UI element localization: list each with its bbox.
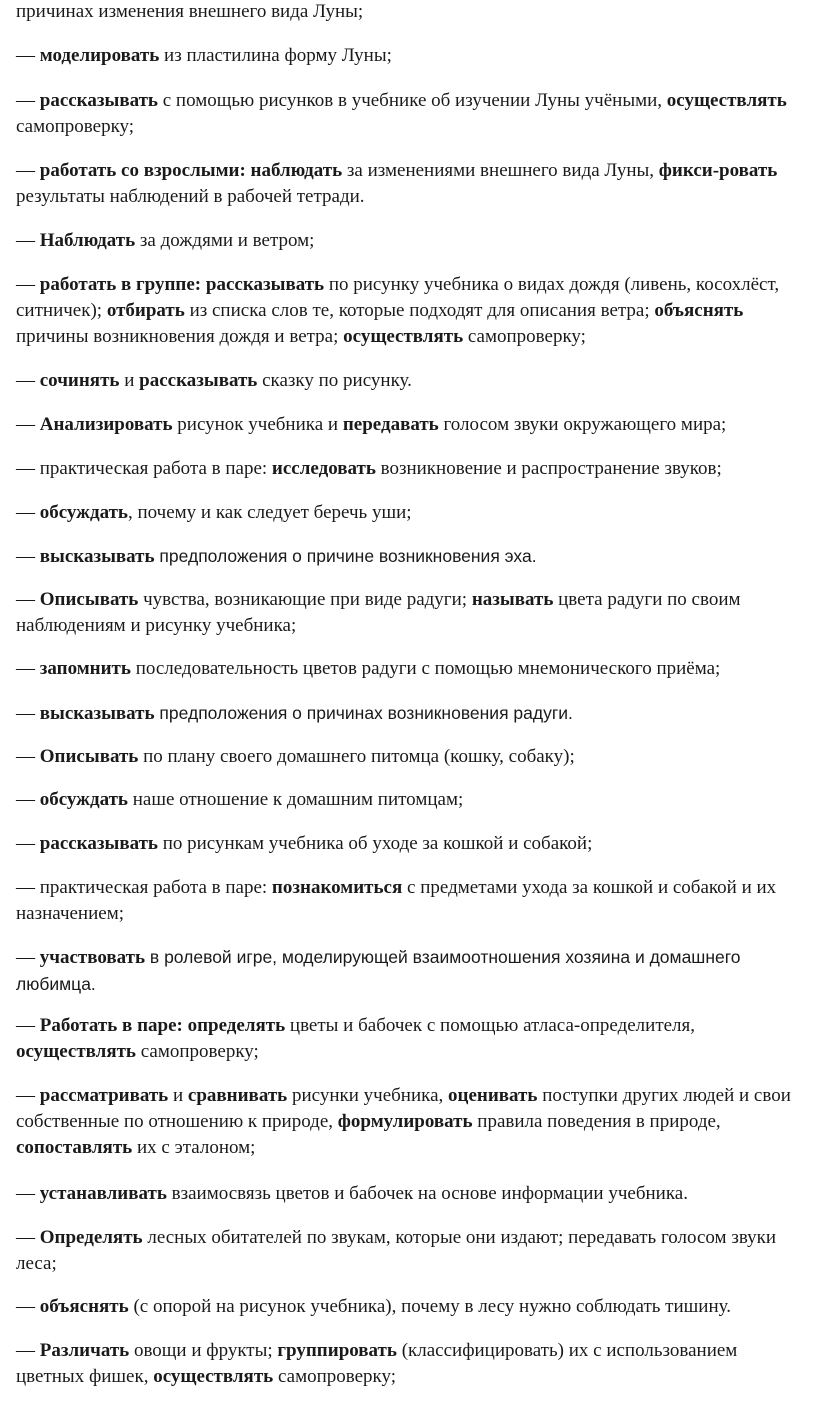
text-run: — bbox=[16, 1183, 40, 1204]
text-run: — bbox=[16, 45, 40, 66]
paragraph bbox=[0, 587, 816, 639]
bold-verb: называть bbox=[471, 589, 554, 610]
bold-verb: рассказывать bbox=[139, 370, 258, 391]
text-run: из списка слов те, которые подходят для описания ветра; bbox=[184, 300, 655, 321]
paragraph bbox=[0, 456, 816, 482]
bold-verb: рассматривать bbox=[39, 1085, 169, 1106]
paragraph bbox=[0, 1013, 816, 1065]
text-run: из пластилина форму Луны; bbox=[159, 45, 392, 66]
bold-verb: осуществлять bbox=[666, 90, 787, 111]
text-run: с предметами ухода за кошкой и собакой и их назначением; bbox=[16, 877, 777, 924]
text-run: — bbox=[16, 370, 40, 391]
text-run: — bbox=[16, 90, 40, 111]
text-run: — bbox=[16, 546, 40, 567]
text-run: — bbox=[16, 746, 40, 767]
paragraph bbox=[0, 158, 816, 210]
text-run: — bbox=[16, 1340, 40, 1361]
text-run: рисунок учебника и bbox=[172, 414, 343, 435]
text-run: — bbox=[16, 1085, 40, 1106]
text-run: лесных обитателей по звукам, которые они издают; передавать голосом звуки леса; bbox=[16, 1227, 777, 1274]
bold-verb: Описывать bbox=[39, 589, 139, 610]
paragraph bbox=[0, 1225, 816, 1277]
bold-verb: моделировать bbox=[39, 45, 160, 66]
text-run: (классифицировать) их с использованием цветных фишек, bbox=[16, 1340, 738, 1387]
bold-verb: Различать bbox=[39, 1340, 130, 1361]
bold-verb: рассказывать bbox=[39, 90, 158, 111]
bold-verb: Наблюдать bbox=[39, 230, 136, 251]
text-run: предположения о причинах возникновения радуги. bbox=[154, 703, 573, 723]
text-run: — bbox=[16, 789, 40, 810]
text-run: за дождями и ветром; bbox=[135, 230, 315, 251]
text-run: чувства, возникающие при виде радуги; bbox=[138, 589, 472, 610]
paragraph bbox=[0, 1181, 816, 1207]
bold-verb: Определять bbox=[39, 1227, 143, 1248]
bold-verb: осуществлять bbox=[343, 326, 464, 347]
bold-verb: отбирать bbox=[106, 300, 185, 321]
bold-verb: оценивать bbox=[448, 1085, 538, 1106]
bold-verb: исследовать bbox=[271, 458, 376, 479]
paragraph bbox=[0, 875, 816, 927]
paragraph bbox=[0, 656, 816, 682]
paragraph bbox=[0, 543, 816, 570]
bold-verb: объяснять bbox=[39, 1296, 129, 1317]
bold-verb: устанавливать bbox=[39, 1183, 167, 1204]
text-run: поступки других людей и свои собственные по отношению к природе, bbox=[16, 1085, 791, 1132]
text-run: , почему и как следует беречь уши; bbox=[127, 502, 412, 523]
text-run: — bbox=[16, 658, 40, 679]
text-run: (с опорой на рисунок учебника), почему в лесу нужно соблюдать тишину. bbox=[128, 1296, 731, 1317]
text-run: взаимосвязь цветов и бабочек на основе информации учебника. bbox=[166, 1183, 688, 1204]
text-run: — bbox=[16, 1227, 40, 1248]
bold-verb: высказывать bbox=[39, 546, 155, 567]
paragraph bbox=[0, 88, 816, 140]
bold-verb: Работать в паре: определять bbox=[39, 1015, 286, 1036]
text-run: — bbox=[16, 947, 40, 968]
text-run: — bbox=[16, 1296, 40, 1317]
bold-verb: осуществлять bbox=[16, 1041, 136, 1062]
text-run: по рисунку учебника о видах дождя (ливень, косохлёст, ситничек); bbox=[16, 274, 780, 321]
paragraph bbox=[0, 368, 816, 394]
bold-verb: обсуждать bbox=[39, 502, 128, 523]
text-run: — bbox=[16, 703, 40, 724]
bold-verb: работать в группе: рассказывать bbox=[39, 274, 325, 295]
text-run: последовательность цветов радуги с помощью мнемонического приёма; bbox=[130, 658, 721, 679]
bold-verb: познакомиться bbox=[271, 877, 403, 898]
bold-verb: участвовать bbox=[39, 947, 146, 968]
paragraph bbox=[0, 831, 816, 857]
paragraph bbox=[0, 228, 816, 254]
paragraph bbox=[0, 0, 816, 25]
bold-verb: осуществлять bbox=[153, 1366, 274, 1387]
text-run: — bbox=[16, 160, 40, 181]
paragraph bbox=[0, 700, 816, 727]
paragraph bbox=[0, 744, 816, 770]
bold-verb: рассказывать bbox=[39, 833, 158, 854]
text-run: самопроверку; bbox=[463, 326, 586, 347]
text-run: рисунки учебника, bbox=[287, 1085, 449, 1106]
text-run: правила поведения в природе, bbox=[472, 1111, 721, 1132]
text-run: — bbox=[16, 833, 40, 854]
paragraph bbox=[0, 787, 816, 813]
bold-verb: передавать bbox=[342, 414, 439, 435]
paragraph bbox=[0, 944, 816, 998]
bold-verb: Анализировать bbox=[39, 414, 173, 435]
text-run: результаты наблюдений в рабочей тетради. bbox=[16, 186, 365, 207]
text-run: возникновение и распространение звуков; bbox=[375, 458, 722, 479]
text-run: цвета радуги по своим наблюдениям и рисунку учебника; bbox=[16, 589, 741, 636]
text-run: — практическая работа в паре: bbox=[16, 458, 272, 479]
text-run: их с эталоном; bbox=[132, 1137, 256, 1158]
text-run: причинах изменения внешнего вида Луны; bbox=[16, 1, 364, 22]
text-run: цветы и бабочек с помощью атласа-определителя, bbox=[285, 1015, 696, 1036]
paragraph bbox=[0, 1338, 816, 1390]
bold-verb: высказывать bbox=[39, 703, 155, 724]
bold-verb: формулировать bbox=[337, 1111, 473, 1132]
text-run: голосом звуки окружающего мира; bbox=[438, 414, 727, 435]
text-run: — bbox=[16, 414, 40, 435]
bold-verb: сравнивать bbox=[187, 1085, 288, 1106]
bold-verb: сочинять bbox=[39, 370, 120, 391]
bold-verb: объяснять bbox=[654, 300, 744, 321]
paragraph bbox=[0, 1083, 816, 1161]
bold-verb: группировать bbox=[277, 1340, 397, 1361]
bold-verb: обсуждать bbox=[39, 789, 128, 810]
text-run: по плану своего домашнего питомца (кошку, собаку); bbox=[138, 746, 575, 767]
text-run: — bbox=[16, 274, 40, 295]
text-run: причины возникновения дождя и ветра; bbox=[16, 326, 344, 347]
text-run: с помощью рисунков в учебнике об изучении Луны учёными, bbox=[157, 90, 667, 111]
text-run: наше отношение к домашним питомцам; bbox=[127, 789, 464, 810]
bold-verb: сопоставлять bbox=[16, 1137, 133, 1158]
text-run: за изменениями внешнего вида Луны, bbox=[342, 160, 659, 181]
text-run: и bbox=[119, 370, 140, 391]
text-run: сказку по рисунку. bbox=[257, 370, 412, 391]
text-run: по рисункам учебника об уходе за кошкой и собакой; bbox=[157, 833, 593, 854]
text-run: самопроверку; bbox=[273, 1366, 397, 1387]
text-run: — bbox=[16, 230, 40, 251]
bold-verb: запомнить bbox=[39, 658, 131, 679]
text-run: — практическая работа в паре: bbox=[16, 877, 272, 898]
text-run: овощи и фрукты; bbox=[129, 1340, 278, 1361]
paragraph bbox=[0, 272, 816, 350]
bold-verb: Описывать bbox=[39, 746, 139, 767]
bold-verb: фикси-ровать bbox=[658, 160, 778, 181]
text-run: в ролевой игре, моделирующей взаимоотношения хозяина и домашнего любимца. bbox=[16, 947, 741, 994]
paragraph bbox=[0, 43, 816, 69]
text-run: — bbox=[16, 1015, 40, 1036]
paragraph bbox=[0, 1294, 816, 1320]
text-run: предположения о причине возникновения эха. bbox=[154, 546, 537, 566]
bold-verb: работать со взрослыми: наблюдать bbox=[39, 160, 343, 181]
paragraph bbox=[0, 412, 816, 438]
paragraph bbox=[0, 500, 816, 526]
text-run: и bbox=[168, 1085, 188, 1106]
text-run: самопроверку; bbox=[16, 116, 135, 137]
text-run: — bbox=[16, 589, 40, 610]
text-run: самопроверку; bbox=[135, 1041, 259, 1062]
text-run: — bbox=[16, 502, 40, 523]
